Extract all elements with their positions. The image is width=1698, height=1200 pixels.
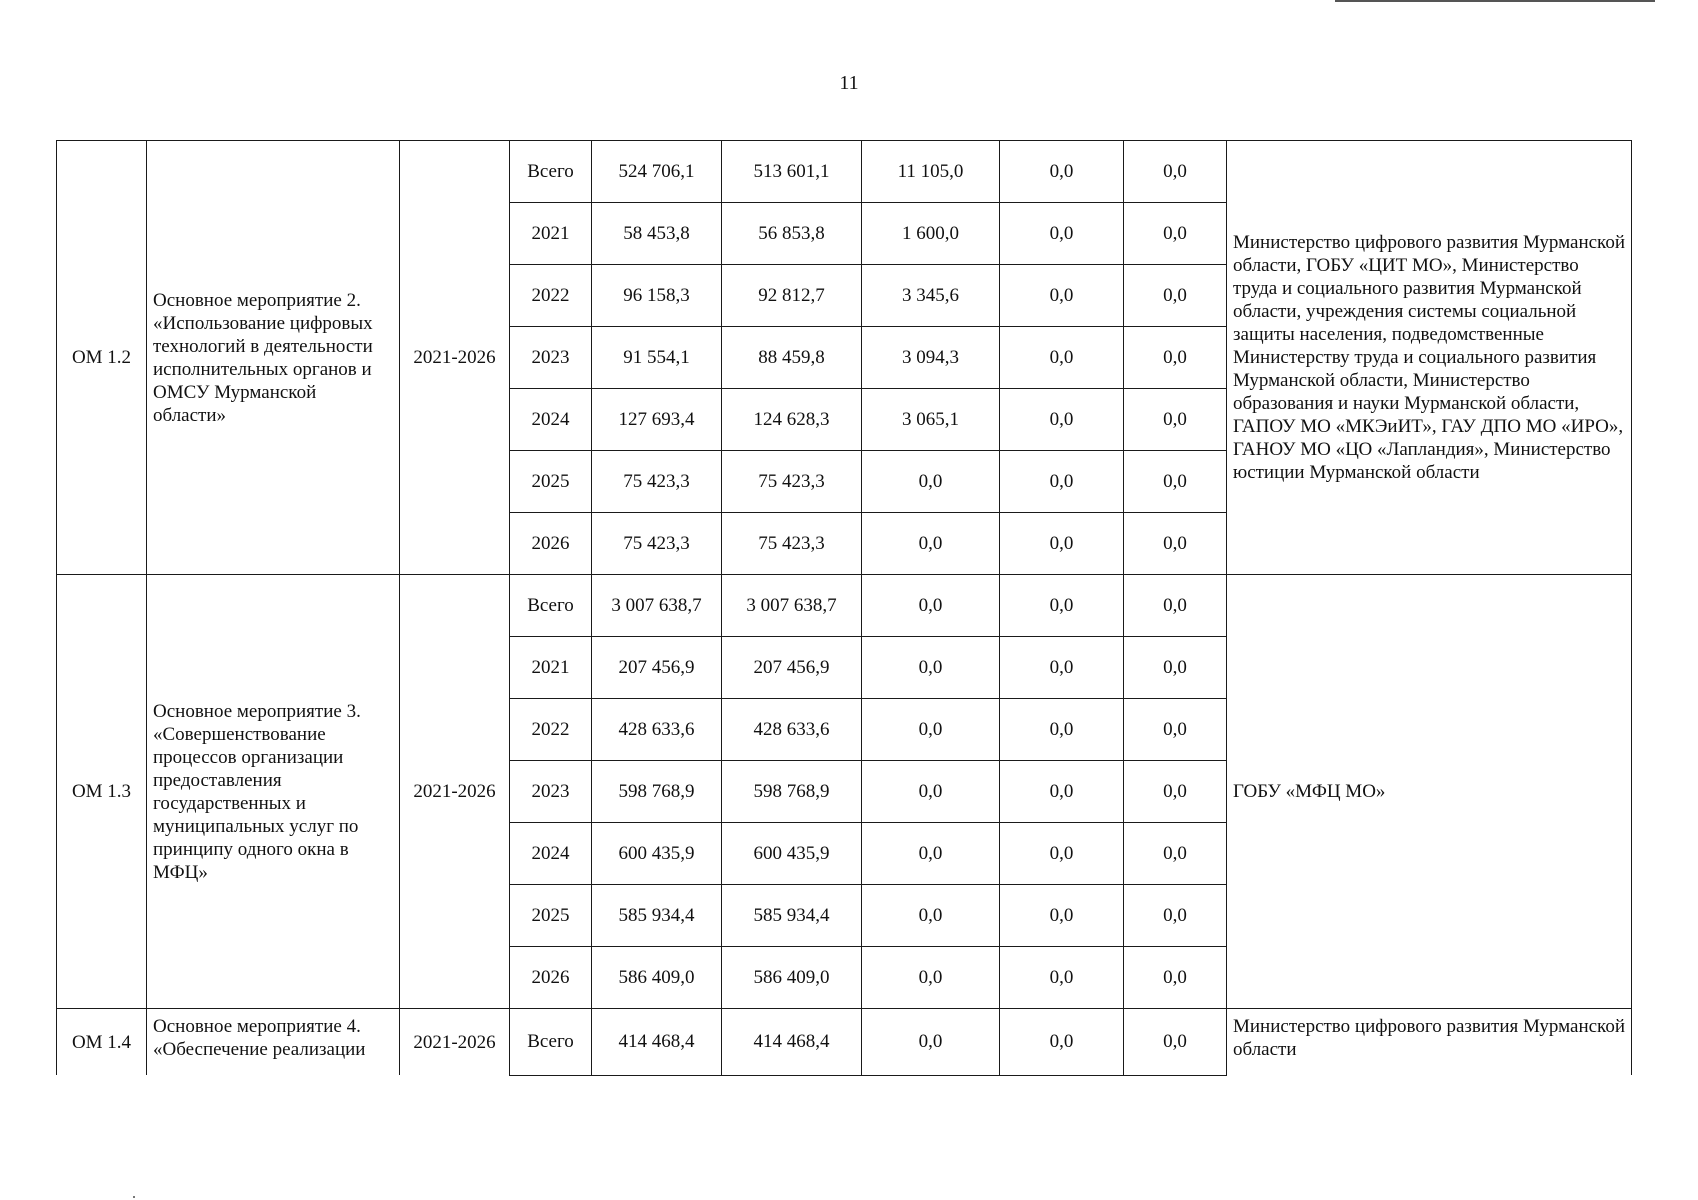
year-cell: 2026 — [510, 513, 592, 575]
amount-cell-5: 0,0 — [1124, 823, 1227, 885]
implementation-period: 2021-2026 — [400, 141, 510, 575]
amount-cell-5: 0,0 — [1124, 451, 1227, 513]
responsible-executors: Министерство цифрового развития Мурманской области, ГОБУ «ЦИТ МО», Министерство труда и социального развития Мурманской области, учреждения системы социальной защиты населения, подведомственные Министерству труда и социального развития Мурманской области, Министерство образования и науки Мурманской области, ГАПОУ МО «МКЭиИТ», ГАУ ДПО МО «ИРО», ГАНОУ МО «ЦО «Лапландия», Министерство юстиции Мурманской области — [1227, 141, 1632, 575]
amount-cell-1: 414 468,4 — [592, 1009, 722, 1076]
amount-cell-2: 585 934,4 — [722, 885, 862, 947]
amount-cell-5: 0,0 — [1124, 885, 1227, 947]
implementation-period: 2021-2026 — [400, 1009, 510, 1076]
amount-cell-4: 0,0 — [1000, 451, 1124, 513]
amount-cell-3: 0,0 — [862, 637, 1000, 699]
amount-cell-4: 0,0 — [1000, 699, 1124, 761]
amount-cell-1: 524 706,1 — [592, 141, 722, 203]
year-cell: Всего — [510, 1009, 592, 1076]
amount-cell-1: 3 007 638,7 — [592, 575, 722, 637]
year-cell: 2023 — [510, 327, 592, 389]
measure-code: ОМ 1.2 — [57, 141, 147, 575]
amount-cell-3: 0,0 — [862, 513, 1000, 575]
amount-cell-5: 0,0 — [1124, 327, 1227, 389]
amount-cell-4: 0,0 — [1000, 389, 1124, 451]
amount-cell-3: 0,0 — [862, 575, 1000, 637]
measure-description: Основное мероприятие 3. «Совершенствование процессов организации предоставления государственных и муниципальных услуг по принципу одного окна в МФЦ» — [147, 575, 400, 1009]
amount-cell-2: 207 456,9 — [722, 637, 862, 699]
amount-cell-4: 0,0 — [1000, 513, 1124, 575]
measure-description: Основное мероприятие 4. «Обеспечение реализации — [147, 1009, 400, 1076]
year-cell: 2021 — [510, 637, 592, 699]
year-cell: 2022 — [510, 265, 592, 327]
year-cell: 2025 — [510, 451, 592, 513]
amount-cell-5: 0,0 — [1124, 203, 1227, 265]
amount-cell-3: 11 105,0 — [862, 141, 1000, 203]
amount-cell-5: 0,0 — [1124, 141, 1227, 203]
amount-cell-1: 598 768,9 — [592, 761, 722, 823]
amount-cell-4: 0,0 — [1000, 947, 1124, 1009]
amount-cell-2: 598 768,9 — [722, 761, 862, 823]
amount-cell-2: 3 007 638,7 — [722, 575, 862, 637]
amount-cell-5: 0,0 — [1124, 761, 1227, 823]
amount-cell-3: 3 065,1 — [862, 389, 1000, 451]
page-number: 11 — [839, 72, 859, 94]
amount-cell-5: 0,0 — [1124, 513, 1227, 575]
amount-cell-1: 207 456,9 — [592, 637, 722, 699]
table-row — [57, 575, 1632, 637]
year-cell: 2023 — [510, 761, 592, 823]
amount-cell-1: 585 934,4 — [592, 885, 722, 947]
amount-cell-4: 0,0 — [1000, 1009, 1124, 1076]
amount-cell-4: 0,0 — [1000, 761, 1124, 823]
amount-cell-2: 88 459,8 — [722, 327, 862, 389]
amount-cell-4: 0,0 — [1000, 327, 1124, 389]
budget-table — [56, 140, 1632, 1076]
amount-cell-1: 75 423,3 — [592, 451, 722, 513]
amount-cell-4: 0,0 — [1000, 575, 1124, 637]
table-row — [57, 141, 1632, 203]
amount-cell-1: 600 435,9 — [592, 823, 722, 885]
scan-mark — [133, 1196, 135, 1198]
amount-cell-2: 600 435,9 — [722, 823, 862, 885]
amount-cell-2: 586 409,0 — [722, 947, 862, 1009]
amount-cell-1: 91 554,1 — [592, 327, 722, 389]
amount-cell-1: 428 633,6 — [592, 699, 722, 761]
amount-cell-4: 0,0 — [1000, 823, 1124, 885]
year-cell: 2021 — [510, 203, 592, 265]
measure-description: Основное мероприятие 2. «Использование цифровых технологий в деятельности исполнительных органов и ОМСУ Мурманской области» — [147, 141, 400, 575]
amount-cell-5: 0,0 — [1124, 699, 1227, 761]
amount-cell-3: 0,0 — [862, 823, 1000, 885]
amount-cell-1: 58 453,8 — [592, 203, 722, 265]
amount-cell-3: 3 094,3 — [862, 327, 1000, 389]
amount-cell-3: 0,0 — [862, 451, 1000, 513]
year-cell: Всего — [510, 575, 592, 637]
amount-cell-4: 0,0 — [1000, 885, 1124, 947]
amount-cell-4: 0,0 — [1000, 265, 1124, 327]
amount-cell-2: 124 628,3 — [722, 389, 862, 451]
responsible-executors: Министерство цифрового развития Мурманской области — [1227, 1009, 1632, 1076]
amount-cell-2: 513 601,1 — [722, 141, 862, 203]
amount-cell-1: 127 693,4 — [592, 389, 722, 451]
amount-cell-5: 0,0 — [1124, 265, 1227, 327]
amount-cell-3: 1 600,0 — [862, 203, 1000, 265]
amount-cell-3: 0,0 — [862, 761, 1000, 823]
amount-cell-2: 75 423,3 — [722, 451, 862, 513]
year-cell: 2024 — [510, 823, 592, 885]
amount-cell-4: 0,0 — [1000, 141, 1124, 203]
top-rule — [1335, 0, 1655, 2]
amount-cell-1: 96 158,3 — [592, 265, 722, 327]
amount-cell-1: 75 423,3 — [592, 513, 722, 575]
year-cell: 2025 — [510, 885, 592, 947]
amount-cell-2: 56 853,8 — [722, 203, 862, 265]
amount-cell-5: 0,0 — [1124, 1009, 1227, 1076]
amount-cell-4: 0,0 — [1000, 637, 1124, 699]
year-cell: 2024 — [510, 389, 592, 451]
measure-code: ОМ 1.4 — [57, 1009, 147, 1076]
amount-cell-2: 92 812,7 — [722, 265, 862, 327]
amount-cell-2: 428 633,6 — [722, 699, 862, 761]
amount-cell-2: 75 423,3 — [722, 513, 862, 575]
year-cell: Всего — [510, 141, 592, 203]
amount-cell-5: 0,0 — [1124, 575, 1227, 637]
table-row — [57, 1009, 1632, 1076]
amount-cell-3: 0,0 — [862, 947, 1000, 1009]
year-cell: 2022 — [510, 699, 592, 761]
amount-cell-3: 0,0 — [862, 1009, 1000, 1076]
amount-cell-1: 586 409,0 — [592, 947, 722, 1009]
amount-cell-5: 0,0 — [1124, 637, 1227, 699]
amount-cell-4: 0,0 — [1000, 203, 1124, 265]
responsible-executors: ГОБУ «МФЦ МО» — [1227, 575, 1632, 1009]
amount-cell-5: 0,0 — [1124, 389, 1227, 451]
amount-cell-3: 0,0 — [862, 885, 1000, 947]
measure-code: ОМ 1.3 — [57, 575, 147, 1009]
amount-cell-2: 414 468,4 — [722, 1009, 862, 1076]
amount-cell-5: 0,0 — [1124, 947, 1227, 1009]
year-cell: 2026 — [510, 947, 592, 1009]
amount-cell-3: 3 345,6 — [862, 265, 1000, 327]
amount-cell-3: 0,0 — [862, 699, 1000, 761]
implementation-period: 2021-2026 — [400, 575, 510, 1009]
table-body — [57, 141, 1632, 1076]
